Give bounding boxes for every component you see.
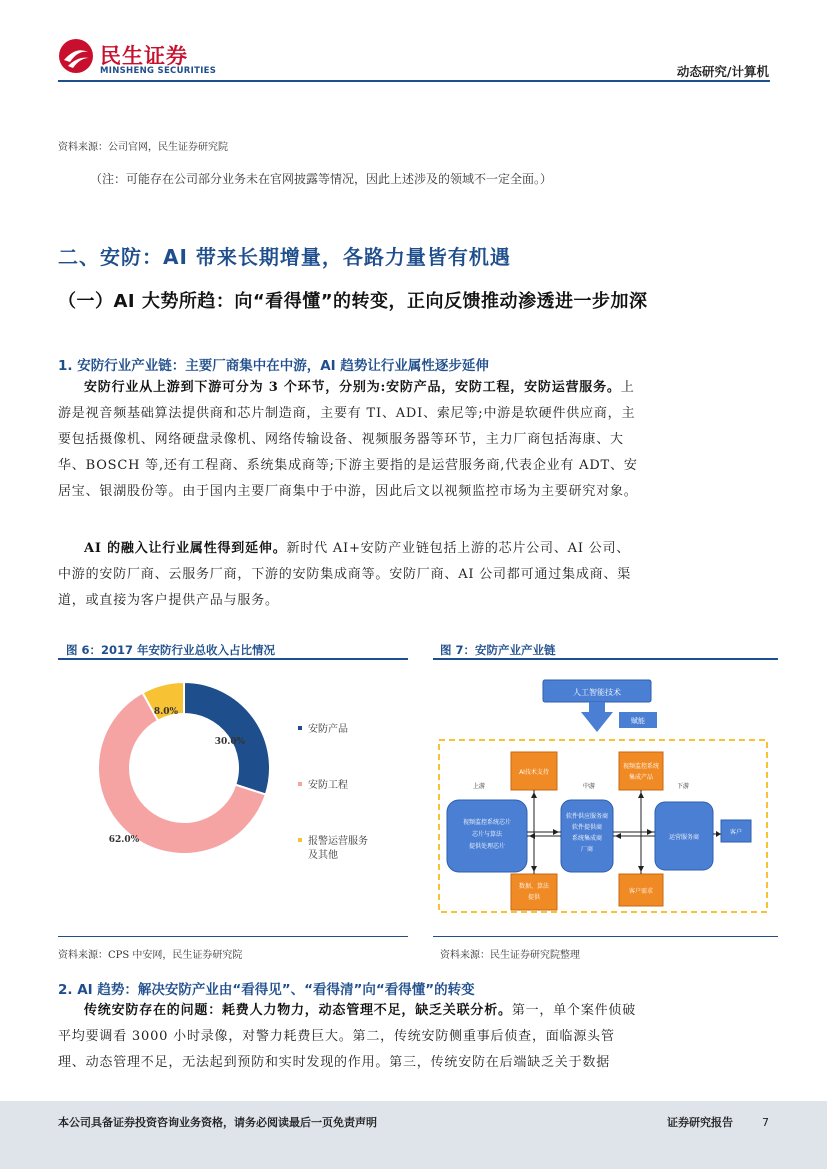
paragraph-1 (58, 375, 638, 505)
legend-swatch-0 (298, 726, 302, 730)
donut-chart (98, 682, 270, 854)
paragraph-2-body: 新时代 AI+安防产业链包括上游的芯片公司、AI 公司、中游的安防厂商、云服务厂商，下游的安防集成商等。安防厂商、AI 公司都可通过集成商、渠道，或直接为客户提供产品与服务。 (58, 541, 632, 608)
section-title: 二、安防：AI 带来长期增量，各路力量皆有机遇 (58, 245, 511, 269)
stage-midstream: 中游 (583, 783, 596, 790)
upstream-label: 视频监控系统芯片芯片与算法提供处理芯片 (462, 819, 512, 850)
chart-legend (298, 722, 368, 861)
fig6-chart (58, 662, 408, 932)
footer-right (667, 1114, 769, 1130)
donut-label-1: 62.0% (108, 835, 140, 845)
fig6-top-rule (58, 658, 408, 660)
midstream-label: 软件供应服务商软件提供商系统集成商厂商 (565, 813, 609, 853)
header-category: 动态研究/计算机 (676, 64, 769, 79)
legend-label-2-line2: 及其他 (308, 850, 338, 861)
legend-swatch-1 (298, 782, 302, 786)
logo-subtitle: MINSHENG SECURITIES (100, 66, 217, 76)
stage-downstream: 下游 (677, 783, 690, 790)
orange-label-2: 数据、算法提供 (518, 883, 550, 901)
stage-upstream: 上游 (473, 783, 486, 790)
empower-label: 赋能 (631, 717, 645, 725)
fig6-source: 资料来源：CPS 中安网，民生证券研究院 (58, 950, 243, 961)
orange-label-1: 视频监控系统集成产品 (622, 763, 660, 781)
fig7-title: 图 7：安防产业产业链 (440, 643, 556, 657)
donut-label-0: 30.0% (214, 737, 246, 747)
legend-label-1: 安防工程 (308, 780, 348, 791)
paragraph-3-lead: 传统安防存在的问题：耗费人力物力，动态管理不足，缺乏关联分析。 (84, 1003, 512, 1018)
logo-text: 民生证券 (100, 44, 188, 68)
heading-2: 2. AI 趋势：解决安防产业由“看得见”、“看得清”向“看得懂”的转变 (58, 982, 475, 998)
fig7-bottom-rule (433, 936, 778, 937)
fig7-top-rule (433, 658, 778, 660)
down-arrow-icon (581, 702, 613, 732)
downstream-label: 运营服务商 (668, 834, 700, 841)
fig7-source: 资料来源：民生证券研究院整理 (440, 950, 580, 961)
orange-label-3: 客户需求 (628, 888, 654, 895)
logo-mark-icon (58, 38, 94, 74)
subsection-title: （一）AI 大势所趋：向“看得懂”的转变，正向反馈推动渗透进一步加深 (58, 291, 648, 312)
donut-label-2: 8.0% (153, 707, 179, 717)
customer-label: 客户 (729, 829, 743, 836)
legend-label-2-line1: 报警运营服务 (308, 836, 368, 847)
paragraph-2-lead: AI 的融入让行业属性得到延伸。 (84, 541, 287, 556)
paragraph-2 (58, 536, 638, 614)
header-divider (58, 80, 770, 82)
footer-page-number: 7 (762, 1116, 769, 1129)
footer-disclaimer: 本公司具备证券投资咨询业务资格，请务必阅读最后一页免责声明 (58, 1116, 377, 1129)
paragraph-1-body: 上游是视音频基础算法提供商和芯片制造商，主要有 TI、ADI、索尼等;中游是软硬件供应商，主要包括摄像机、网络硬盘录像机、网络传输设备、视频服务器等环节，主力厂商包括海康、大华、BOSCH 等,还有工程商、系统集成商等;下游主要指的是运营服务商,代表企业有 ADT、安居宝、银湖股份等。由于国内主要厂商集中于中游，因此后文以视频监控市场为主要研究对象。 (58, 380, 638, 499)
heading-1: 1. 安防行业产业链：主要厂商集中在中游，AI 趋势让行业属性逐步延伸 (58, 358, 489, 374)
ai-tech-label: 人工智能技术 (573, 688, 621, 697)
note-text: （注：可能存在公司部分业务未在官网披露等情况，因此上述涉及的领域不一定全面。） (90, 172, 553, 186)
logo (58, 38, 94, 74)
legend-label-0: 安防产品 (308, 724, 348, 735)
fig7-diagram (433, 662, 778, 932)
footer-bar (0, 1101, 827, 1169)
paragraph-3 (58, 998, 638, 1076)
orange-box-data (511, 874, 557, 910)
orange-label-0: AI技术支持 (519, 769, 549, 776)
source-top: 资料来源：公司官网，民生证券研究院 (58, 142, 228, 153)
fig6-title: 图 6：2017 年安防行业总收入占比情况 (66, 643, 276, 657)
legend-swatch-2 (298, 838, 302, 842)
orange-box-integration (619, 752, 663, 790)
legend-label-2 (308, 834, 368, 861)
footer-report-type: 证券研究报告 (667, 1116, 733, 1129)
paragraph-1-lead: 安防行业从上游到下游可分为 3 个环节，分别为:安防产品，安防工程，安防运营服务。 (84, 380, 621, 395)
fig6-bottom-rule (58, 936, 408, 937)
paragraph-3-body: 第一，单个案件侦破平均要调看 3000 小时录像，对警力耗费巨大。第二，传统安防侧重事后侦查，面临源头管理、动态管理不足，无法起到预防和实时发现的作用。第三，传统安防在后端缺乏关于数据 (58, 1003, 637, 1070)
